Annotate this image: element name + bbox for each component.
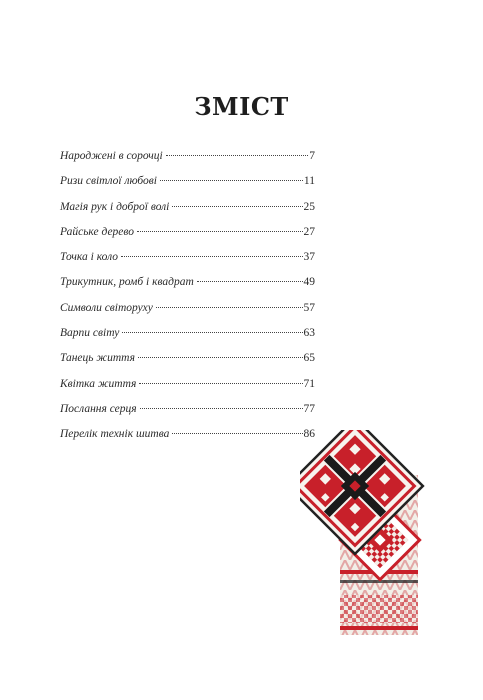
table-of-contents [60,150,315,454]
dot-leader [197,281,303,282]
toc-entry-title: Варпи світу [60,327,120,340]
toc-entry-page: 77 [303,402,315,415]
dot-leader [140,408,303,409]
toc-entry-title: Райське дерево [60,225,135,238]
toc-entry-title: Народжені в сорочці [60,150,163,162]
toc-entry-title: Точка і коло [60,251,119,264]
toc-entry [60,378,315,403]
toc-entry-page: 71 [303,377,315,390]
toc-entry [60,302,315,327]
toc-entry-page: 37 [303,251,315,264]
toc-entry-title: Танець життя [60,352,135,365]
dot-leader [156,307,303,308]
toc-entry-title: Магія рук і доброї волі [60,200,170,213]
page-title: ЗМІСТ [194,92,289,121]
toc-entry-title: Послання серця [60,402,137,415]
toc-entry-title: Ризи світлої любові [60,175,157,188]
dot-leader [172,433,302,434]
toc-entry [60,201,315,226]
toc-entry [60,150,315,175]
dot-leader [121,256,302,257]
dot-leader [172,206,302,207]
toc-entry-page: 11 [303,175,315,188]
dot-leader [166,155,309,156]
dot-leader [139,383,302,384]
toc-entry-page: 25 [303,200,315,213]
dot-leader [122,332,302,333]
toc-entry [60,428,315,453]
toc-entry-page: 7 [309,150,315,162]
dot-leader [160,180,303,181]
toc-entry-title: Символи світоруху [60,301,153,314]
embroidery-image [300,430,440,640]
toc-entry-title: Квітка життя [60,377,137,390]
toc-entry-page: 49 [303,276,315,289]
toc-entry-page: 86 [303,428,315,441]
toc-entry-page: 63 [303,327,315,340]
toc-entry-title: Трикутник, ромб і квадрат [60,276,194,289]
toc-entry [60,276,315,301]
toc-entry-page: 57 [303,301,315,314]
toc-entry [60,251,315,276]
toc-entry [60,175,315,200]
dot-leader [137,231,302,232]
toc-entry-page: 27 [303,225,315,238]
toc-entry-title: Перелік технік шитва [60,428,170,441]
dot-leader [138,357,303,358]
toc-entry [60,403,315,428]
toc-entry [60,352,315,377]
embroidery-illustration [300,430,440,640]
toc-entry [60,226,315,251]
toc-entry [60,327,315,352]
toc-entry-page: 65 [303,352,315,365]
